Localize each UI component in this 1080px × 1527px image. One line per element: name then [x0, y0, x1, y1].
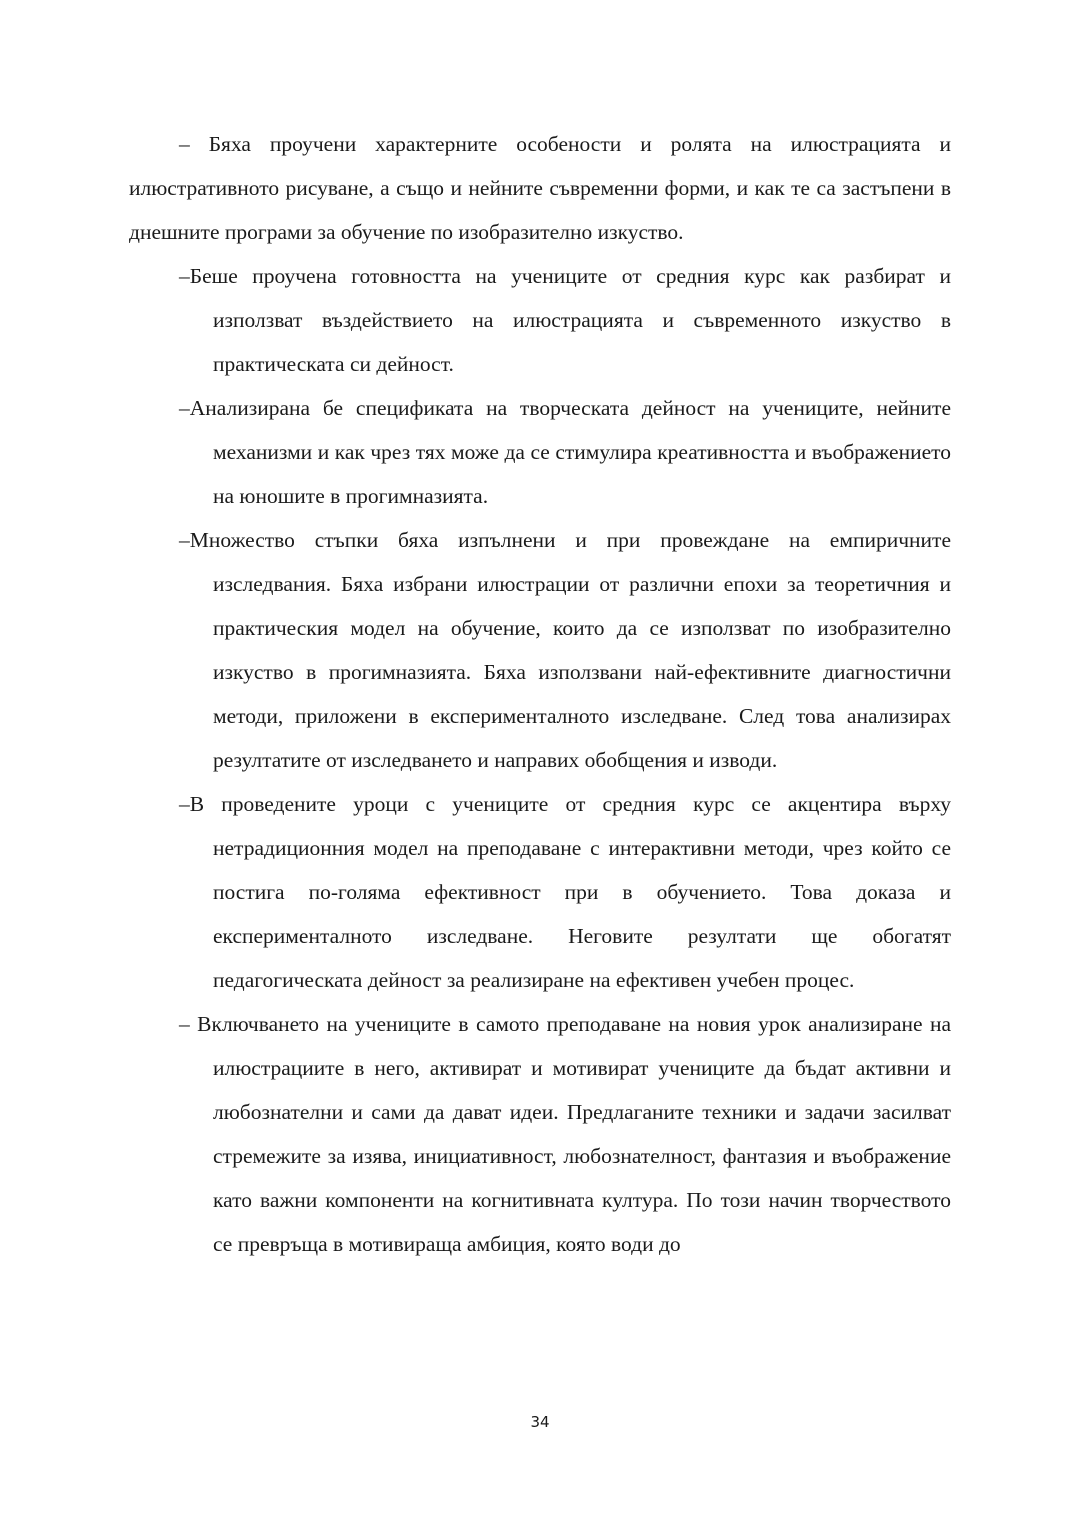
list-item: –Анализирана бе спецификата на творческата дейност на учениците, нейните механизми и как чрез тях може да се стимулира креативността и въображението на юношите в прогимназията. — [179, 396, 951, 508]
body-text — [129, 122, 951, 1266]
list-item: –Множество стъпки бяха изпълнени и при провеждане на емпиричните изследвания. Бяха избрани илюстрации от различни епохи за теоретичния и практическия модел на обучение, които да се използват по изобразително изкуство в прогимназията. Бяха използвани най-ефективните диагностични методи, приложени в експерименталното изследване. След това анализирах резултатите от изследването и направих обобщения и изводи. — [179, 528, 951, 772]
intro-paragraph: – Бяха проучени характерните особености и ролята на илюстрацията и илюстративното рисуване, а също и нейните съвременни форми, и как те са застъпени в днешните програми за обучение по изобразително изкуство. — [129, 132, 951, 244]
list-item: –Беше проучена готовността на учениците от средния курс как разбират и използват въздействието на илюстрацията и съвременното изкуство в практическата си дейност. — [179, 264, 951, 376]
list-item: – Включването на учениците в самото преподаване на новия урок анализиране на илюстрациите в него, активират и мотивират учениците да бъдат активни и любознателни и сами да дават идеи. Предлаганите техники и задачи засилват стремежите за изява, инициативност, любознателност, фантазия и въображение като важни компоненти на когнитивната култура. По този начин творчеството се превръща в мотивираща амбиция, която води до — [179, 1012, 951, 1256]
page-number: 34 — [530, 1413, 550, 1431]
list-item: –В проведените уроци с учениците от средния курс се акцентира върху нетрадиционния модел на преподаване с интерактивни методи, чрез който се постига по-голяма ефективност при в обучението. Това доказа и експерименталното изследване. Неговите резултати ще обогатят педагогическата дейност за реализиране на ефективен учебен процес. — [179, 792, 951, 992]
